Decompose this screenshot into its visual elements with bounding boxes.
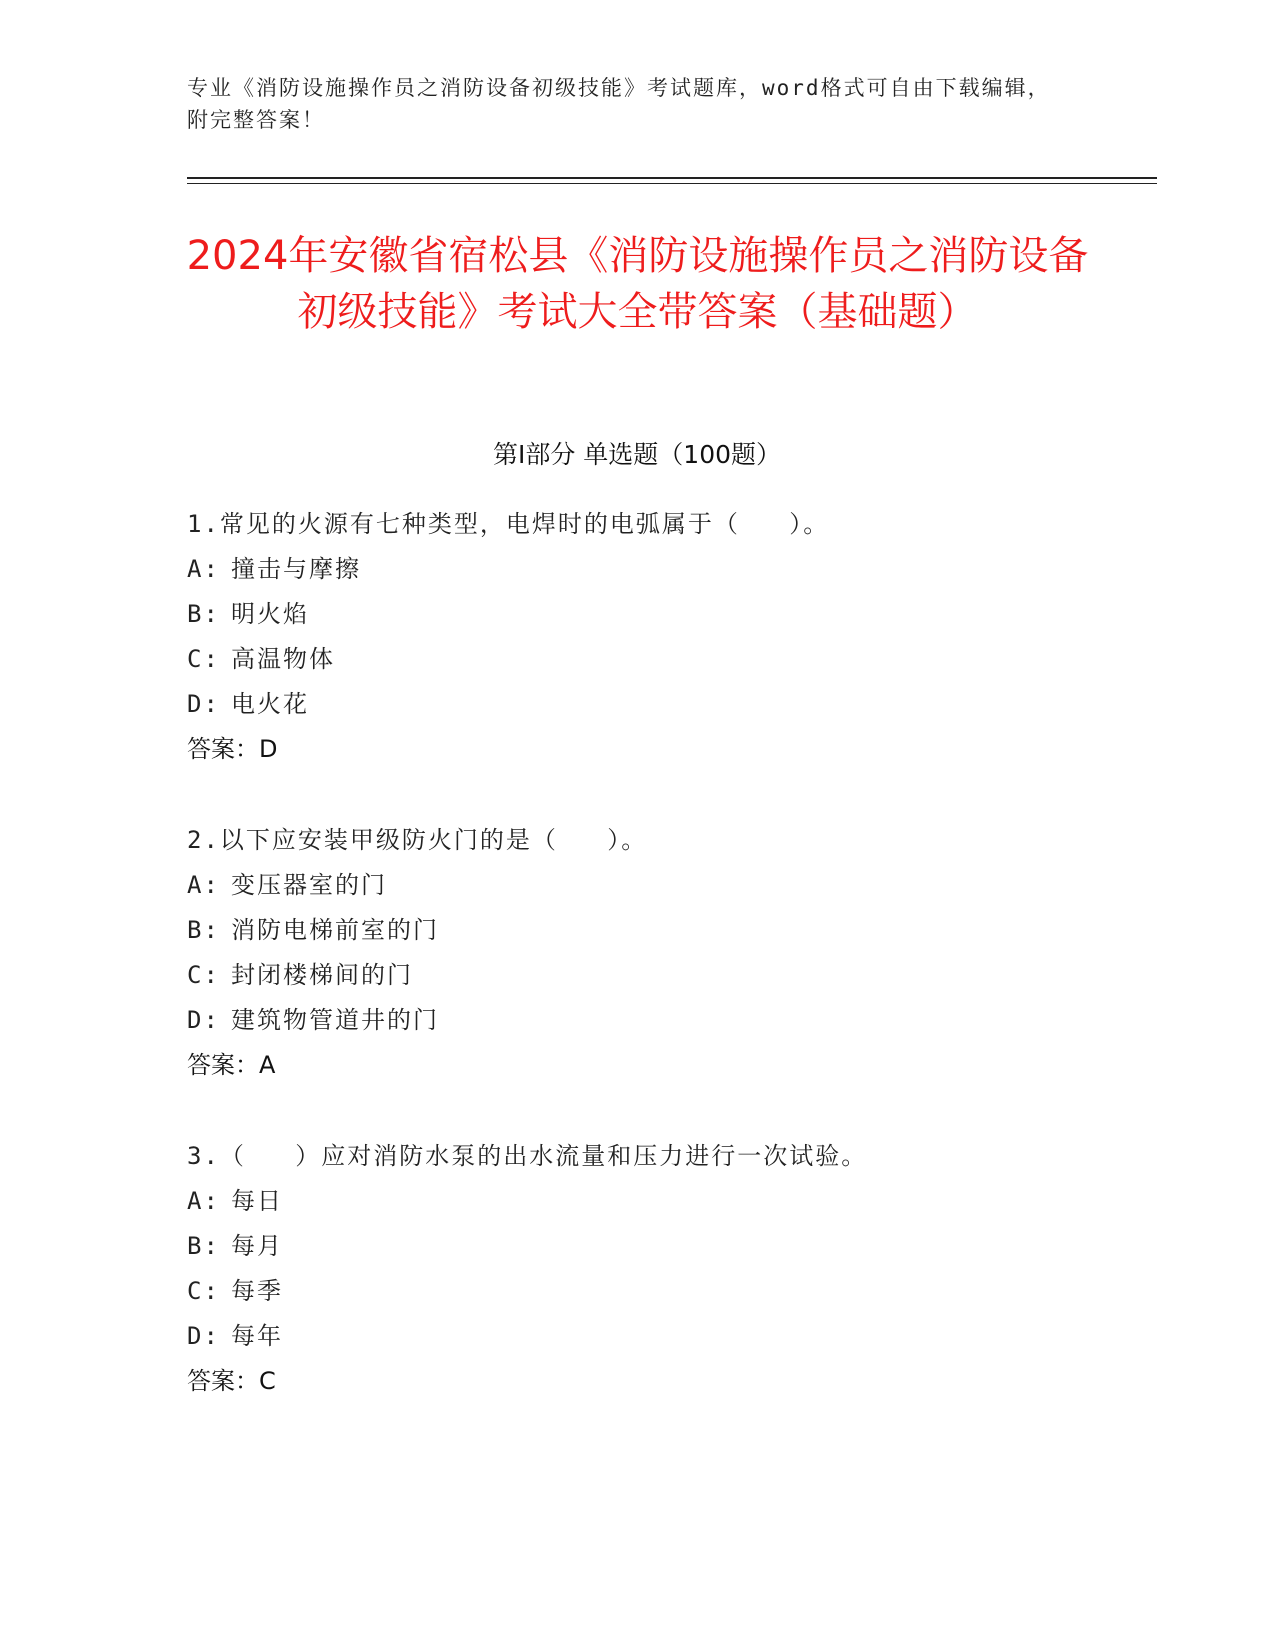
option-label: C: (187, 645, 220, 673)
answer-prefix: 答案： (187, 735, 259, 763)
option-text: 消防电梯前室的门 (231, 916, 439, 944)
option-text: 每年 (231, 1322, 283, 1350)
option-label: B: (187, 1232, 220, 1260)
answer-value: A (259, 1051, 276, 1079)
option-c (187, 637, 1137, 682)
option-c (187, 953, 1137, 998)
question-stem: 1.常见的火源有七种类型，电焊时的电弧属于（ ）。 (187, 510, 830, 538)
option-c (187, 1269, 1137, 1314)
option-label: A: (187, 555, 220, 583)
option-a (187, 1179, 1137, 1224)
option-d (187, 682, 1137, 727)
option-label: A: (187, 871, 220, 899)
answer (187, 1043, 1137, 1088)
option-label: D: (187, 1322, 220, 1350)
document-title: 2024年安徽省宿松县《消防设施操作员之消防设备初级技能》考试大全带答案（基础题） (186, 233, 1089, 335)
header-note: 专业《消防设施操作员之消防设备初级技能》考试题库，word格式可自由下载编辑，附完整答案！ (187, 76, 1051, 132)
option-text: 明火焰 (231, 600, 309, 628)
option-label: C: (187, 1277, 220, 1305)
option-label: D: (187, 690, 220, 718)
option-label: D: (187, 1006, 220, 1034)
header-divider-thin (187, 183, 1157, 184)
answer-value: C (259, 1367, 276, 1395)
option-label: B: (187, 916, 220, 944)
option-text: 每月 (231, 1232, 283, 1260)
answer (187, 727, 1137, 772)
option-text: 建筑物管道井的门 (231, 1006, 439, 1034)
question-3 (187, 1134, 1137, 1404)
option-b (187, 592, 1137, 637)
section-heading: 第I部分 单选题（100题） (492, 440, 782, 469)
option-b (187, 908, 1137, 953)
option-text: 变压器室的门 (231, 871, 387, 899)
option-text: 电火花 (231, 690, 309, 718)
question-stem: 2.以下应安装甲级防火门的是（ ）。 (187, 826, 648, 854)
option-label: A: (187, 1187, 220, 1215)
option-label: B: (187, 600, 220, 628)
question-2 (187, 818, 1137, 1088)
option-d (187, 998, 1137, 1043)
option-label: C: (187, 961, 220, 989)
question-1 (187, 502, 1137, 772)
answer (187, 1359, 1137, 1404)
option-text: 每日 (231, 1187, 283, 1215)
answer-prefix: 答案： (187, 1051, 259, 1079)
option-a (187, 547, 1137, 592)
header-divider-thick (187, 177, 1157, 179)
option-b (187, 1224, 1137, 1269)
option-text: 撞击与摩擦 (231, 555, 361, 583)
option-text: 高温物体 (231, 645, 335, 673)
option-text: 每季 (231, 1277, 283, 1305)
question-stem: 3.（ ）应对消防水泵的出水流量和压力进行一次试验。 (187, 1142, 868, 1170)
answer-prefix: 答案： (187, 1367, 259, 1395)
option-d (187, 1314, 1137, 1359)
option-text: 封闭楼梯间的门 (231, 961, 413, 989)
answer-value: D (259, 735, 278, 763)
option-a (187, 863, 1137, 908)
